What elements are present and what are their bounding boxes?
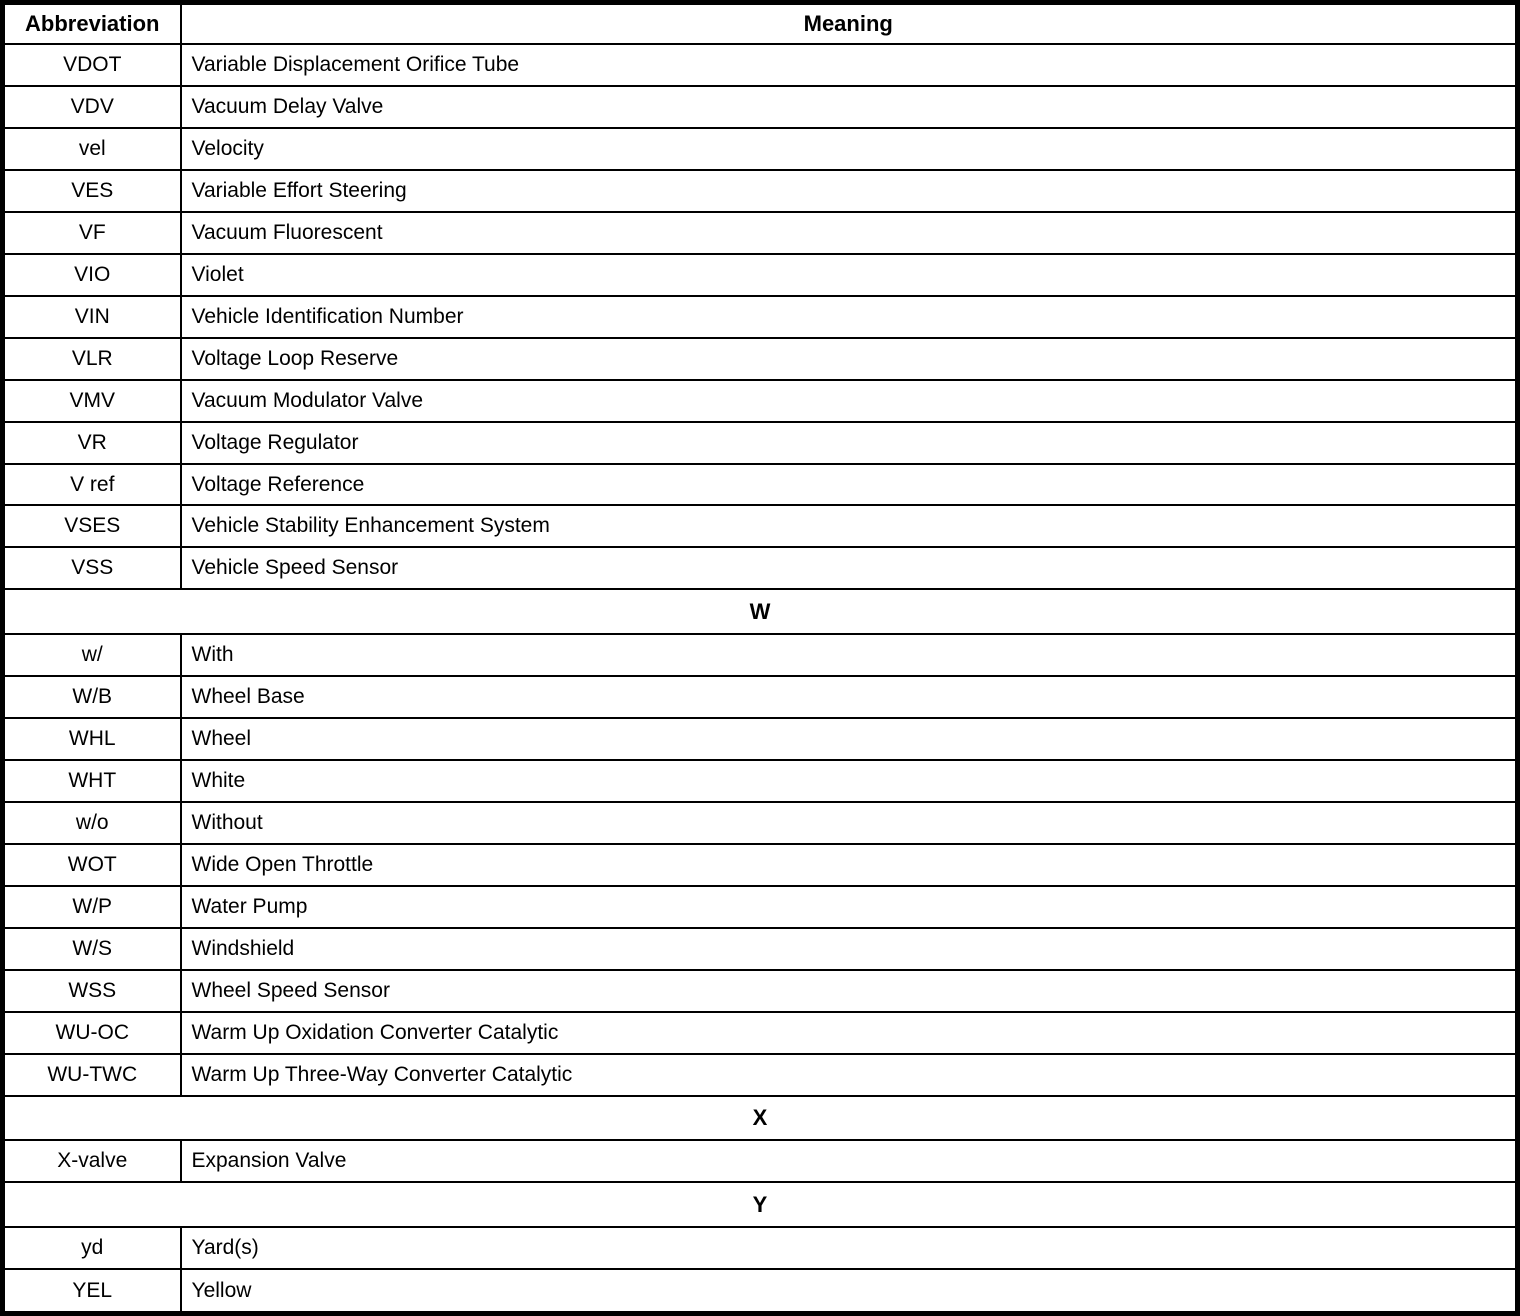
header-row: [3, 3, 1518, 45]
section-row: [3, 1182, 1518, 1227]
section-letter: X: [3, 1096, 1518, 1141]
table-row: [3, 928, 1518, 970]
abbreviation-cell: VR: [3, 422, 181, 464]
table-row: [3, 86, 1518, 128]
section-row: [3, 589, 1518, 634]
abbreviation-cell: YEL: [3, 1269, 181, 1313]
meaning-cell: Warm Up Oxidation Converter Catalytic: [181, 1012, 1518, 1054]
meaning-cell: Velocity: [181, 128, 1518, 170]
meaning-cell: Yard(s): [181, 1227, 1518, 1269]
meaning-cell: Vacuum Fluorescent: [181, 212, 1518, 254]
table-row: [3, 970, 1518, 1012]
abbreviation-cell: vel: [3, 128, 181, 170]
table-row: [3, 212, 1518, 254]
meaning-cell: Wheel: [181, 718, 1518, 760]
abbreviation-column-header: Abbreviation: [3, 3, 181, 45]
table-row: [3, 44, 1518, 86]
abbreviation-cell: VES: [3, 170, 181, 212]
table-row: [3, 718, 1518, 760]
abbreviation-cell: VDOT: [3, 44, 181, 86]
abbreviation-cell: W/S: [3, 928, 181, 970]
abbreviation-cell: X-valve: [3, 1140, 181, 1182]
abbreviation-cell: VIO: [3, 254, 181, 296]
meaning-cell: Yellow: [181, 1269, 1518, 1313]
meaning-cell: Variable Effort Steering: [181, 170, 1518, 212]
table-row: [3, 296, 1518, 338]
meaning-cell: Wheel Base: [181, 676, 1518, 718]
meaning-cell: Wheel Speed Sensor: [181, 970, 1518, 1012]
abbreviation-cell: WU-OC: [3, 1012, 181, 1054]
meaning-cell: With: [181, 634, 1518, 676]
meaning-cell: Violet: [181, 254, 1518, 296]
table-row: [3, 676, 1518, 718]
meaning-cell: Vehicle Stability Enhancement System: [181, 505, 1518, 547]
table-row: [3, 1140, 1518, 1182]
table-row: [3, 634, 1518, 676]
abbreviation-cell: VMV: [3, 380, 181, 422]
meaning-cell: Warm Up Three-Way Converter Catalytic: [181, 1054, 1518, 1096]
abbreviation-cell: WSS: [3, 970, 181, 1012]
table-row: [3, 338, 1518, 380]
abbreviation-cell: VIN: [3, 296, 181, 338]
meaning-cell: Water Pump: [181, 886, 1518, 928]
table-row: [3, 1227, 1518, 1269]
meaning-cell: Variable Displacement Orifice Tube: [181, 44, 1518, 86]
abbreviation-cell: V ref: [3, 464, 181, 506]
table-row: [3, 547, 1518, 589]
table-row: [3, 1012, 1518, 1054]
table-row: [3, 380, 1518, 422]
abbreviation-cell: WU-TWC: [3, 1054, 181, 1096]
table-row: [3, 760, 1518, 802]
meaning-cell: Vehicle Identification Number: [181, 296, 1518, 338]
section-letter: Y: [3, 1182, 1518, 1227]
abbreviation-cell: yd: [3, 1227, 181, 1269]
abbreviation-cell: w/: [3, 634, 181, 676]
meaning-cell: Vacuum Delay Valve: [181, 86, 1518, 128]
abbreviation-cell: VSES: [3, 505, 181, 547]
meaning-cell: Voltage Loop Reserve: [181, 338, 1518, 380]
abbreviation-cell: VF: [3, 212, 181, 254]
meaning-cell: White: [181, 760, 1518, 802]
section-row: [3, 1096, 1518, 1141]
meaning-cell: Expansion Valve: [181, 1140, 1518, 1182]
table-row: [3, 844, 1518, 886]
table-row: [3, 128, 1518, 170]
meaning-cell: Vacuum Modulator Valve: [181, 380, 1518, 422]
table-body: [3, 44, 1518, 1314]
abbreviation-cell: VDV: [3, 86, 181, 128]
abbreviation-cell: VSS: [3, 547, 181, 589]
meaning-column-header: Meaning: [181, 3, 1518, 45]
table-row: [3, 802, 1518, 844]
abbreviation-cell: VLR: [3, 338, 181, 380]
table-row: [3, 422, 1518, 464]
abbreviation-cell: WOT: [3, 844, 181, 886]
meaning-cell: Voltage Regulator: [181, 422, 1518, 464]
meaning-cell: Windshield: [181, 928, 1518, 970]
table-row: [3, 505, 1518, 547]
table-row: [3, 464, 1518, 506]
abbreviation-cell: WHL: [3, 718, 181, 760]
section-letter: W: [3, 589, 1518, 634]
meaning-cell: Wide Open Throttle: [181, 844, 1518, 886]
abbreviation-cell: WHT: [3, 760, 181, 802]
table-row: [3, 1054, 1518, 1096]
table-row: [3, 886, 1518, 928]
abbreviation-cell: W/B: [3, 676, 181, 718]
abbreviation-cell: w/o: [3, 802, 181, 844]
table-row: [3, 170, 1518, 212]
meaning-cell: Vehicle Speed Sensor: [181, 547, 1518, 589]
meaning-cell: Voltage Reference: [181, 464, 1518, 506]
abbreviation-cell: W/P: [3, 886, 181, 928]
meaning-cell: Without: [181, 802, 1518, 844]
table-row: [3, 254, 1518, 296]
table-row: [3, 1269, 1518, 1313]
